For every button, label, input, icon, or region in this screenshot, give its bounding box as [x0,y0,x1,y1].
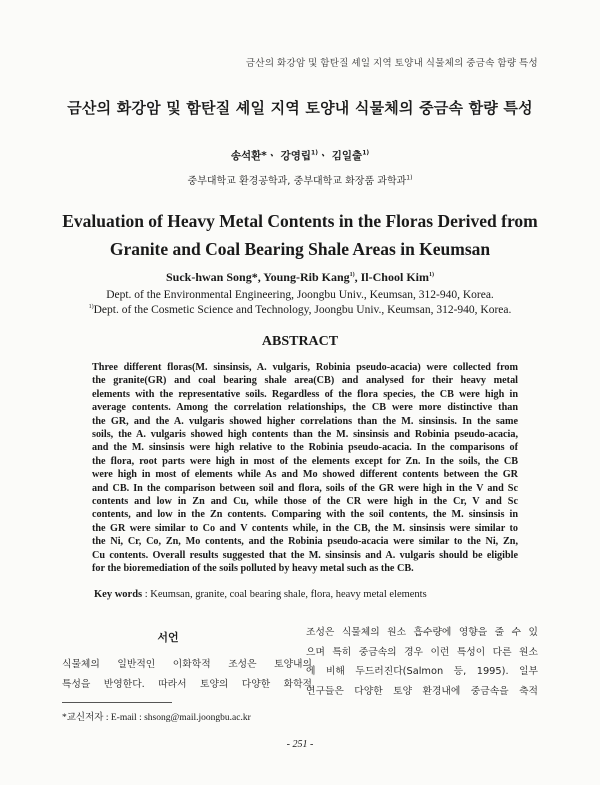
body-column-left [62,655,312,694]
body-line: 조성은 식물체의 원소 흡수량에 영향을 줄 수 있 [306,627,538,638]
abstract-heading: ABSTRACT [261,334,339,349]
korean-authors: 송석환*ㆍ 강영립$^{1)}$ㆍ 김일출$^{1)}$ [230,149,370,162]
abstract-line: Cu contents. Overall results suggested that the M. sinsinsis and A. vulgaris should be eligible [92,549,518,561]
abstract-line: soils, the A. vulgaris showed high contents than the M. sinsinsis and Robinia pseudo-acacia, [92,429,518,441]
english-title-line: Granite and Coal Bearing Shale Areas in Keumsan [109,239,491,259]
abstract-line: and the M. sinsinsis were high relative to the Robinia pseudo-acacia. In the comparisons of [92,442,518,454]
korean-title: 금산의 화강암 및 함탄질 셰일 지역 토양내 식물체의 중금속 함량 특성 [67,99,533,117]
keywords-label: Key words [94,589,143,600]
english-authors: Suck-hwan Song*, Young-Rib Kang$^{1)}$, Il-Chool Kim$^{1)}$ [166,270,434,284]
abstract-line: contents and low in Zn and Cu, while those of the CR were high in the Cr, V and Sc [92,496,518,508]
author-1: 송석환* [230,150,267,162]
body-line: 연구들은 다양한 토양 환경내에 중금속을 축적 [306,685,538,697]
page-number: - 251 - [286,739,314,750]
body-line: 에 비해 두드러진다(Salmon 등, 1995). 일부 [306,666,538,677]
abstract-line: Three different floras(M. sinsinsis, A. vulgaris, Robinia pseudo-acacia) were collected from [92,362,518,373]
korean-affiliation: 중부대학교 환경공학과, 중부대학교 화장품 과학과$^{1)}$ [187,174,413,187]
body-line: 식물체의 일반적인 이화학적 조성은 토양내의 [62,659,312,670]
section-heading-introduction: 서언 [157,631,179,644]
abstract-line: the GR were similar to Co and V contents while, in the CB, the M. sinsinsis were similar to [92,522,518,534]
english-affiliation: Dept. of the Environmental Engineering, Joongbu Univ., Keumsan, 312-940, Korea. $^{1)}$Dept. of the Cosmetic Science and Technology, Joongbu Univ., Keumsan, 312-940, Korea. [88,289,512,316]
abstract-line: were high in most of elements while As and Mo showed different contents between the GR [92,469,518,481]
footnote: *교신저자 : E-mail : shsong@mail.joongbu.ac.kr [62,713,251,723]
body-line: 특성을 반영한다. 따라서 토양의 다양한 화학적 [62,678,312,690]
author-2: 강영립 [280,150,312,162]
english-title-line: Evaluation of Heavy Metal Contents in the Floras Derived from [62,211,538,231]
abstract-line: elements with the representative soils. Regardless of the flora species, the CB were high in [92,388,518,400]
body-line: 으며 특히 중금속의 경우 이런 특성이 다른 원소 [306,646,538,658]
abstract-body [92,361,518,576]
footnote-rule [62,702,172,703]
author-3: 김일출 [331,150,363,162]
english-title [0,207,600,263]
body-column-right [306,623,538,701]
abstract-line: contents, and low in the Zn contents. Comparing with the soil contents, the M. sinsinsis in [92,509,518,521]
abstract-line: average contents. Among the correlation relationships, the CB were more distinctive than [92,402,518,414]
running-header: 금산의 화강암 및 함탄질 셰일 지역 토양내 식물체의 중금속 함량 특성 [245,59,538,69]
keywords [94,589,427,600]
keywords-list: : Keumsan, granite, coal bearing shale, flora, heavy metal elements [142,589,427,600]
abstract-line: the flora, root parts were high in most of the elements except for Zn. In the soils, the CB [92,455,518,467]
abstract-line: the granite(GR) and coal bearing shale area(CB) and analysed for their heavy metal [92,375,518,387]
abstract-line: the Ni, Cr, Co, Zn, Mo contents, and the Robinia pseudo-acacia were similar to the Ni, Zn, [92,536,518,548]
abstract-line: and CB. In the comparison between soil and flora, soils of the GR were high in the V and Sc [92,482,518,494]
abstract-line: for the bioremediation of the soils polluted by heavy metal such as the CB. [92,563,414,575]
abstract-line: the GR, and the A. vulgaris showed higher correlations than the M. sinsinsis. In the same [92,415,518,427]
